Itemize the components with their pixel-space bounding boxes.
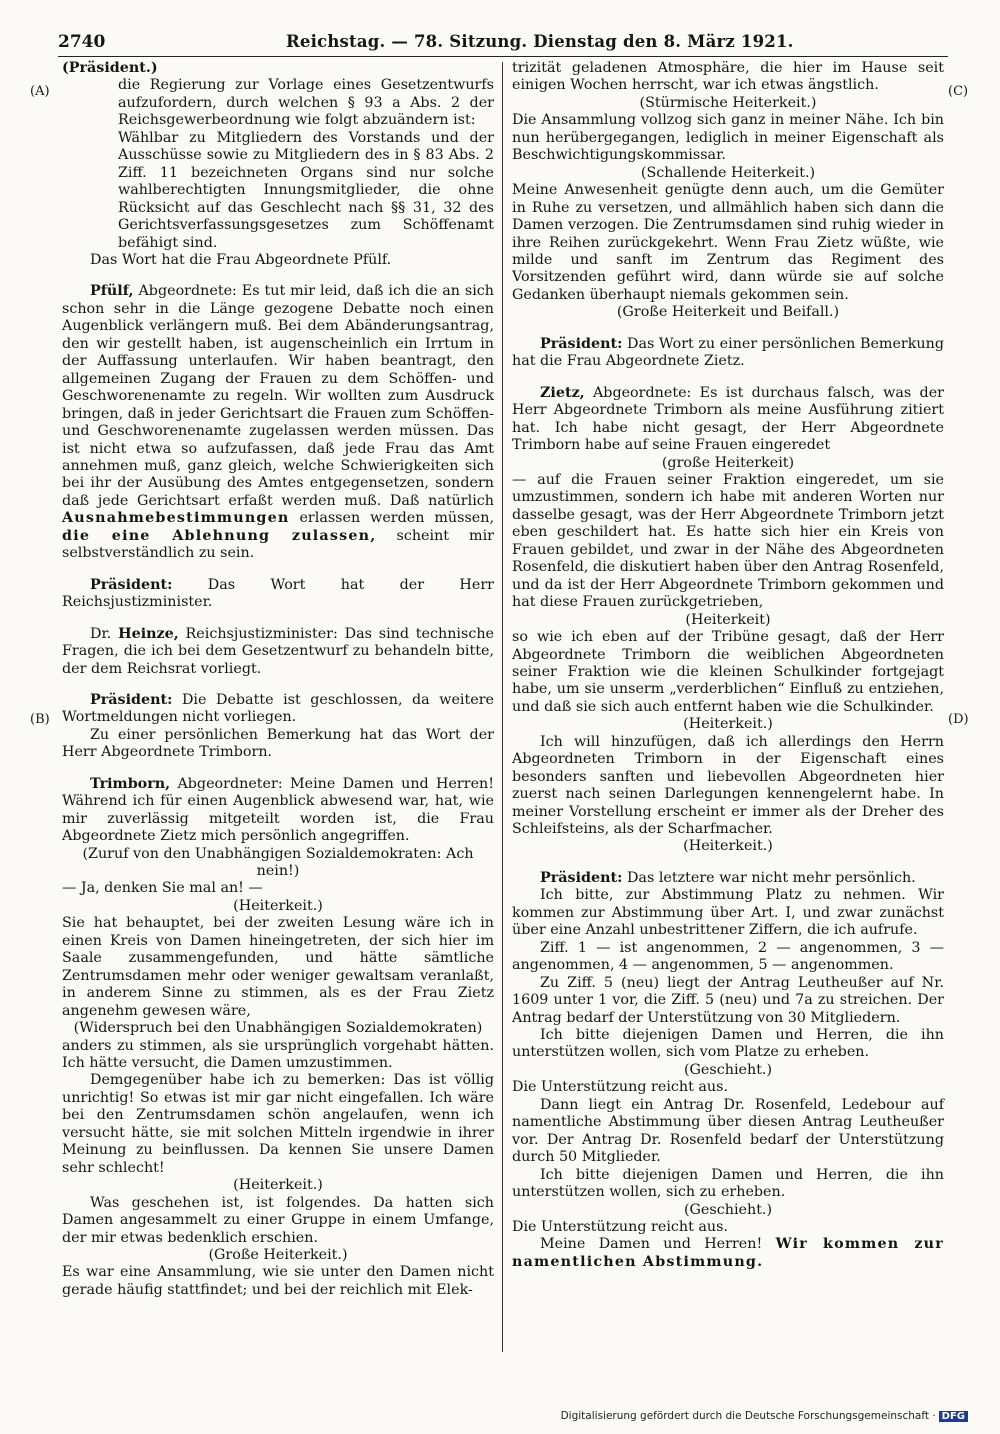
footer-credit [561, 1410, 968, 1422]
president-remark: Präsident: Das letztere war nicht mehr persönlich. [540, 869, 916, 886]
paragraph: Ich bitte, zur Abstimmung Platz zu nehmen. Wir kommen zur Abstimmung über Art. I, und zwar zunächst über eine Anzahl unbestrittener Ziffern, die ich aufrufe. [512, 887, 944, 939]
speech-zietz: Zietz, Abgeordnete: Es ist durchaus falsch, was der Herr Abgeordnete Trimborn als meine Ausführung zitiert hat. Ich habe nicht gesagt, der Herr Abgeordnete Trimborn habe auf seine Frauen eingeredet [512, 384, 945, 454]
speaker-name: Präsident: [540, 869, 623, 886]
president-remark: Präsident: Das Wort hat der Herr Reichsjustizminister. [62, 576, 495, 611]
paragraph: Ziff. 1 — ist angenommen, 2 — angenommen, 3 — angenommen, 4 — angenommen, 5 — angenommen. [512, 939, 944, 974]
right-column [512, 60, 944, 1271]
reaction: (Heiterkeit.) [233, 897, 323, 914]
paragraph: anders zu stimmen, als sie ursprünglich vorgehabt hätten. Ich hätte versucht, die Damen umzustimmen. [62, 1037, 494, 1072]
running-title: Reichstag. — 78. Sitzung. Dienstag den 8. März 1921. [286, 32, 794, 51]
paragraph: Ich bitte diejenigen Damen und Herren, die ihn unterstützen wollen, sich zu erheben. [512, 1166, 944, 1201]
paragraph: Es war eine Ansammlung, wie sie unter den Damen nicht gerade häufig stattfindet; und bei der reichlich mit Elek- [62, 1264, 494, 1298]
speech-pfuelf: Pfülf, Abgeordnete: Es tut mir leid, daß ich die an sich schon sehr in die Länge gezogene Debatte noch einen Augenblick verlängern muß. Bei dem Abänderungsantrag, den wir gestellt haben, ist augenscheinlich ein Irrtum in der Auffassung unterlaufen. Wir haben beantragt, den allgemeinen Zugang der Frauen zu dem Schöffen- und Geschworenenamte zu regeln. Wir wollten zum Ausdruck bringen, daß in jeder Gerichtsart die Frauen zum Schöffen- und Geschworenenamte zugelassen werden müssen. Das ist nicht etwa so aufzufassen, daß jede Frau das Amt annehmen muß, ganz gleich, welche Schwierigkeiten sich bei ihr der Ausübung des Amtes entgegensetzen, sondern daß jede Gerichtsart erfaßt werden muß. Daß natürlich Ausnahmebestimmungen erlassen werden müssen, die eine Ablehnung zulassen, scheint mir selbstverständlich zu sein. [62, 283, 495, 562]
paragraph: Meine Anwesenheit genügte denn auch, um die Gemüter in Ruhe zu versetzen, und allmählich haben sich dann die Damen verzogen. Die Zentrumsdamen sind ruhig wieder in ihre Reihen zurückgekehrt. Wenn Frau Zietz wüßte, wie milde und sanft im Zentrum das Regiment des Vorsitzenden geführt wird, dann würde sie auf solche Gedanken überhaupt niemals gekommen sein. [512, 182, 944, 303]
reaction: (Geschieht.) [683, 1201, 773, 1218]
paragraph: Zu einer persönlichen Bemerkung hat das Wort der Herr Abgeordnete Trimborn. [62, 726, 494, 761]
speaker-name: Präsident: [540, 335, 623, 352]
paragraph: trizität geladenen Atmosphäre, die hier im Hause seit einigen Wochen herrscht, war ich etwas ängstlich. [512, 60, 944, 94]
footer-text: Digitalisierung gefördert durch die Deutsche Forschungsgemeinschaft · [560, 1410, 936, 1422]
reaction: (Große Heiterkeit und Beifall.) [616, 304, 840, 321]
speaker-name: Heinze, [118, 625, 179, 642]
header-rule [58, 56, 948, 57]
reaction: (Schallende Heiterkeit.) [640, 164, 816, 181]
paragraph: Meine Damen und Herren! Wir kommen zur namentlichen Abstimmung. [512, 1236, 945, 1270]
interjection: (Zuruf von den Unabhängigen Sozialdemokraten: Ach nein!) [82, 845, 474, 880]
paragraph: Die Unterstützung reicht aus. [512, 1219, 729, 1235]
column-divider [502, 62, 503, 1352]
margin-marker-a: (A) [30, 84, 50, 99]
paragraph: Sie hat behauptet, bei der zweiten Lesung wäre ich in einen Kreis von Damen hineingetreten, der sich hier im Saale zusammengefunden, und hätte sämtliche Zentrumsdamen mehr oder weniger gewaltsam veranlaßt, in anderem Sinne zu stimmen, als es der Frau Zietz angenehm gewesen wäre, [62, 915, 494, 1019]
dfg-logo: DFG [939, 1411, 968, 1422]
motion-text: die Regierung zur Vorlage eines Gesetzentwurfs aufzufordern, durch welchen § 93 a Abs. 2 der Reichsgewerbeordnung wie folgt abzuändern ist: [118, 77, 494, 129]
speech-heinze: Dr. Heinze, Reichsjustizminister: Das sind technische Fragen, die ich bei dem Gesetzentwurf zu behandeln bitte, der dem Reichsrat vorliegt. [62, 625, 495, 677]
reaction: (Geschieht.) [683, 1061, 773, 1078]
proposed-wording: Wählbar zu Mitgliedern des Vorstands und der Ausschüsse sowie zu Mitgliedern des in § 83 Abs. 2 Ziff. 11 bezeichneten Organs sind nur solche wahlberechtigten Innungsmitglieder, die ohne Rücksicht auf das Geschlecht nach §§ 31, 32 des Gerichtsverfassungsgesetzes zum Schöffenamt befähigt sind. [118, 129, 494, 251]
speaker-name: Präsident: [90, 691, 173, 708]
paragraph: Die Ansammlung vollzog sich ganz in meiner Nähe. Ich bin nun herübergegangen, lediglich in meiner Eigenschaft als Beschwichtigungskommissar. [512, 112, 944, 164]
margin-marker-c: (C) [948, 84, 969, 99]
paragraph: Demgegenüber habe ich zu bemerken: Das ist völlig unrichtig! So etwas ist mir gar nicht eingefallen. Ich wäre bei den Zentrumsdamen schön angelaufen, wenn ich versucht hätte, sie mit solchen Mitteln irgendwie in ihrer Meinung zu beinflussen. Da kennen Sie unsere Damen sehr schlecht! [62, 1072, 494, 1176]
reaction: (Heiterkeit.) [683, 838, 773, 855]
reaction: (Heiterkeit) [685, 611, 771, 628]
reaction: (Heiterkeit.) [683, 716, 773, 733]
speaker-name: Trimborn, [90, 775, 171, 792]
speech-trimborn: Trimborn, Abgeordneter: Meine Damen und Herren! Während ich für einen Augenblick abwesend war, hat, wie mir zuverlässig mitgeteilt worden ist, die Frau Abgeordnete Zietz mich persönlich angegriffen. [62, 775, 494, 845]
paragraph: Zu Ziff. 5 (neu) liegt der Antrag Leutheußer auf Nr. 1609 unter 1 vor, die Ziff. 5 (neu) und 7a zu streichen. Der Antrag bedarf der Unterstützung von 30 Mitgliedern. [512, 974, 944, 1026]
president-remark: Präsident: Das Wort zu einer persönlichen Bemerkung hat die Frau Abgeordnete Zietz. [512, 335, 945, 370]
speaker-name: Präsident: [90, 576, 173, 593]
paragraph: — Ja, denken Sie mal an! — [62, 880, 263, 897]
reaction: (große Heiterkeit) [661, 454, 795, 471]
paragraph: — auf die Frauen seiner Fraktion eingeredet, um sie umzustimmen, sondern ich habe mit anderen Worten nur dasselbe gesagt, was der Herr Abgeordnete Trimborn jetzt eben geschildert hat. Es hatte sich hier ein Kreis von Frauen gebildet, und zwar in der Nähe des Abgeordneten Rosenfeld, die diskutiert haben über den Antrag Rosenfeld, und da ist der Herr Abgeordnete Trimborn gekommen und hat diese Frauen zurückgetrieben, [512, 471, 944, 611]
left-column [62, 60, 494, 1299]
speaker-name: Zietz, [540, 384, 585, 401]
margin-marker-d: (D) [948, 712, 969, 727]
margin-marker-b: (B) [30, 712, 50, 727]
speaker-continuation: (Präsident.) [62, 60, 158, 76]
interjection: (Widerspruch bei den Unabhängigen Sozialdemokraten) [73, 1020, 483, 1037]
paragraph: so wie ich eben auf der Tribüne gesagt, daß der Herr Abgeordnete Trimborn die weiblichen Abgeordneten seiner Fraktion wie die kleinen Schulkinder fortgejagt habe, um sie unserm „verderblichen“ Einfluß zu entziehen, und daß sie sich auch entfernt haben wie die Schulkinder. [512, 629, 944, 715]
running-header [58, 30, 950, 56]
paragraph: Das Wort hat die Frau Abgeordnete Pfülf. [90, 251, 392, 268]
paragraph: Ich bitte diejenigen Damen und Herren, die ihn unterstützen wollen, sich vom Platze zu erheben. [512, 1027, 944, 1061]
paragraph: Was geschehen ist, ist folgendes. Da hatten sich Damen angesammelt zu einer Gruppe in einem Umfange, der mir etwas bedenklich erschien. [62, 1194, 494, 1246]
reaction: (Heiterkeit.) [233, 1177, 323, 1194]
president-remark: Präsident: Die Debatte ist geschlossen, da weitere Wortmeldungen nicht vorliegen. [62, 691, 495, 726]
paragraph: Ich will hinzufügen, daß ich allerdings den Herrn Abgeordneten Trimborn in der Eigenschaft eines besonders sanften und liebevollen Abgeordneten hier zuerst nach seinen Darlegungen kennengelernt habe. In meiner Vorstellung erscheint er immer als der Dreher des Schleifsteins, als der Scharfmacher. [512, 733, 944, 838]
reaction: (Große Heiterkeit.) [208, 1247, 348, 1263]
paragraph: Dann liegt ein Antrag Dr. Rosenfeld, Ledebour auf namentliche Abstimmung über diesen Antrag Leutheußer vor. Der Antrag Dr. Rosenfeld bedarf der Unterstützung durch 50 Mitglieder. [512, 1096, 944, 1166]
paragraph: Die Unterstützung reicht aus. [512, 1079, 729, 1096]
speaker-name: Pfülf, [90, 283, 134, 300]
reaction: (Stürmische Heiterkeit.) [639, 94, 817, 111]
page-number: 2740 [58, 32, 106, 52]
